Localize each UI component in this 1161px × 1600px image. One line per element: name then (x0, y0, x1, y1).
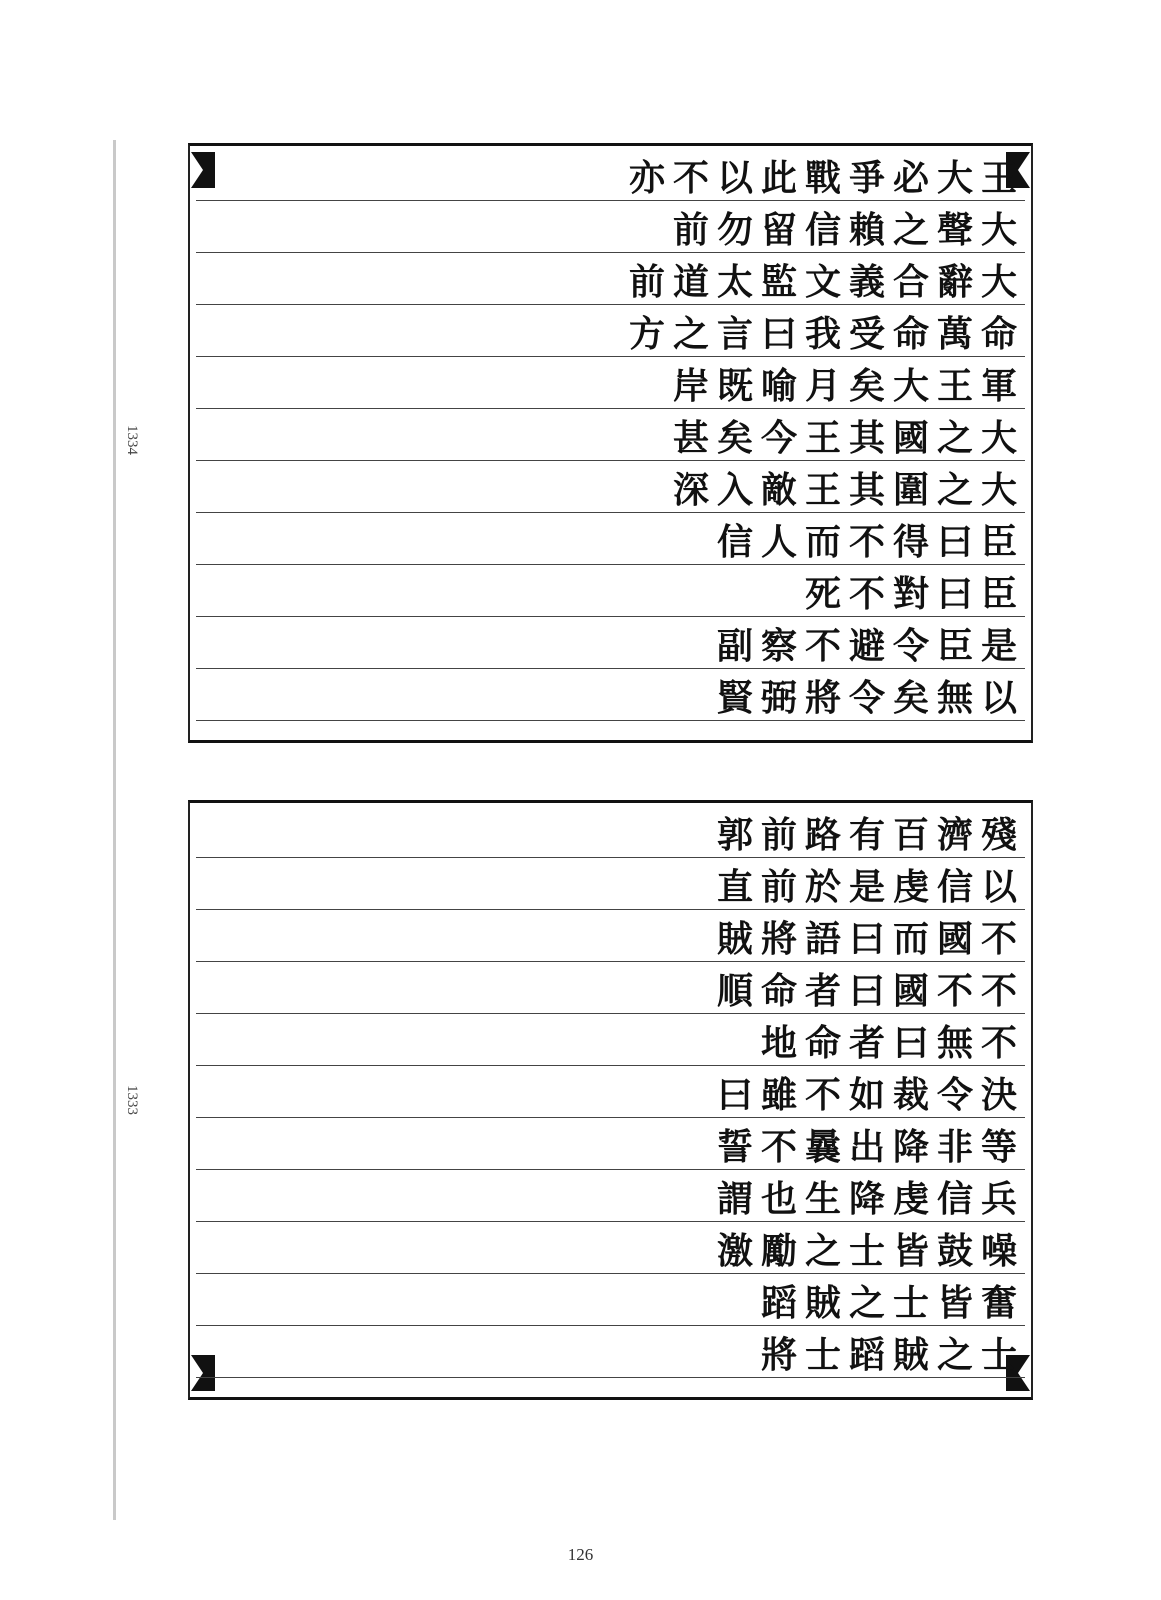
text-column: 岸既喻月矣大王軍 (196, 364, 1025, 409)
text-column: 副察不避令臣是 (196, 624, 1025, 669)
text-column: 直前於是虔信以 (196, 865, 1025, 910)
text-columns (190, 803, 1031, 1397)
text-column: 方之言曰我受命萬命 (196, 312, 1025, 357)
binding-line (113, 140, 116, 1520)
text-column: 亦不以此戰爭必大王 (196, 156, 1025, 201)
text-column: 激勵之士皆鼓噪 (196, 1229, 1025, 1274)
text-column: 前勿留信賴之聲大 (196, 208, 1025, 253)
text-column: 甚矣今王其國之大 (196, 416, 1025, 461)
text-column: 謂也生降虔信兵 (196, 1177, 1025, 1222)
text-column: 郭前路有百濟殘 (196, 813, 1025, 858)
text-column: 前道太監文義合辭大 (196, 260, 1025, 305)
page-panel-1334 (188, 143, 1033, 743)
text-column: 蹈賊之士皆奮 (196, 1281, 1025, 1326)
text-column: 將士蹈賊之士 (196, 1333, 1025, 1378)
text-column: 曰雖不如裁令決 (196, 1073, 1025, 1118)
text-column: 信人而不得曰臣 (196, 520, 1025, 565)
text-column: 深入敵王其圍之大 (196, 468, 1025, 513)
text-column: 順命者曰國不不 (196, 969, 1025, 1014)
text-column: 賊將語曰而國不 (196, 917, 1025, 962)
page-number-1333: 1333 (124, 1085, 140, 1115)
page-panel-1333 (188, 800, 1033, 1400)
text-columns (190, 146, 1031, 740)
text-column: 賢弼將令矣無以 (196, 676, 1025, 721)
page-number-1334: 1334 (124, 425, 140, 455)
folio-number: 126 (567, 1545, 594, 1564)
text-column: 地命者曰無不 (196, 1021, 1025, 1066)
text-column: 誓不曩出降非等 (196, 1125, 1025, 1170)
text-column: 死不對曰臣 (196, 572, 1025, 617)
